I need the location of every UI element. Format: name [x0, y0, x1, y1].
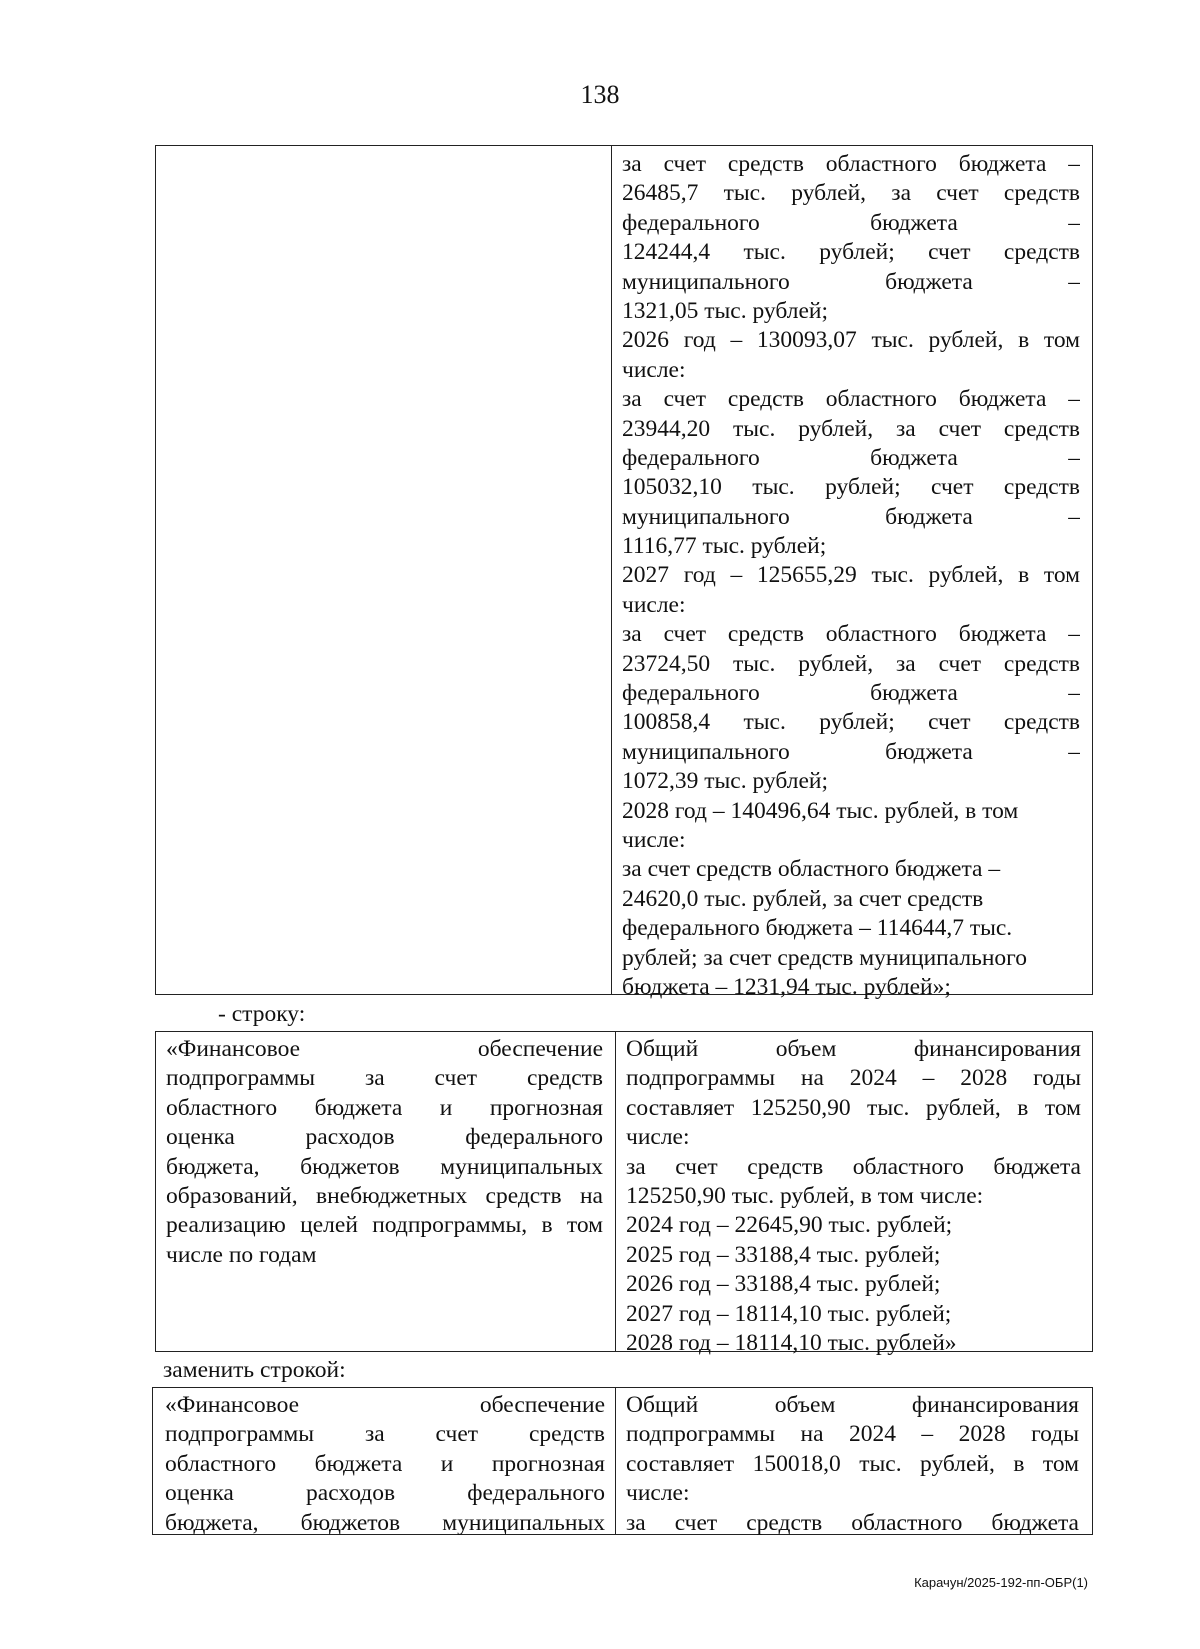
- page-number: 138: [580, 80, 620, 109]
- text-line: 100858,4 тыс. рублей; счет средств: [622, 709, 1080, 736]
- text-line: за счет средств областного бюджета: [626, 1509, 1079, 1536]
- text-line: «Финансовое обеспечение: [165, 1392, 605, 1418]
- text-line: бюджета, бюджетов муниципальных: [166, 1153, 603, 1180]
- text-line: за счет средств областного бюджета: [626, 1153, 1081, 1180]
- text-line: 24620,0 тыс. рублей, за счет средств: [622, 885, 984, 912]
- text-line: числе по годам: [166, 1241, 317, 1268]
- text-line: подпрограммы за счет средств: [166, 1065, 603, 1092]
- text-line: федерального бюджета –: [622, 680, 1080, 707]
- text-line: федерального бюджета –: [622, 444, 1080, 471]
- text-line: 2026 год – 130093,07 тыс. рублей, в том: [622, 327, 1080, 354]
- text-line: 26485,7 тыс. рублей, за счет средств: [622, 180, 1080, 207]
- text-line: федерального бюджета –: [622, 209, 1080, 236]
- text-line: числе:: [626, 1480, 690, 1507]
- text-line: 124244,4 тыс. рублей; счет средств: [622, 239, 1080, 266]
- table-new-row: [152, 1387, 1093, 1535]
- text-line: муниципального бюджета –: [622, 503, 1080, 530]
- text-line: 2025 год – 33188,4 тыс. рублей;: [626, 1241, 941, 1268]
- text-line: Общий объем финансирования: [626, 1036, 1081, 1062]
- column-divider: [611, 146, 612, 994]
- text-line: числе:: [622, 591, 686, 618]
- text-line: подпрограммы за счет средств: [165, 1421, 605, 1448]
- text-line: оценка расходов федерального: [165, 1480, 605, 1507]
- text-line: за счет средств областного бюджета –: [622, 856, 1001, 883]
- text-line: подпрограммы на 2024 – 2028 годы: [626, 1065, 1081, 1092]
- text-line: 1072,39 тыс. рублей;: [622, 768, 829, 795]
- text-line: за счет средств областного бюджета –: [622, 621, 1080, 648]
- text-line: числе:: [626, 1124, 690, 1151]
- instruction-label-replace: заменить строкой:: [163, 1357, 346, 1383]
- text-line: 2027 год – 18114,10 тыс. рублей;: [626, 1300, 952, 1327]
- text-line: 125250,90 тыс. рублей, в том числе:: [626, 1182, 984, 1209]
- text-line: реализацию целей подпрограммы, в том: [166, 1212, 603, 1239]
- text-line: оценка расходов федерального: [166, 1124, 603, 1151]
- text-line: областного бюджета и прогнозная: [165, 1450, 605, 1477]
- text-line: областного бюджета и прогнозная: [166, 1094, 603, 1121]
- text-line: образований, внебюджетных средств на: [166, 1182, 603, 1209]
- text-line: бюджета – 1231,94 тыс. рублей»;: [622, 973, 951, 1000]
- text-line: бюджета, бюджетов муниципальных: [165, 1509, 605, 1536]
- text-line: рублей; за счет средств муниципального: [622, 944, 1027, 971]
- column-divider: [615, 1032, 616, 1351]
- document-footer-code: Карачун/2025-192-пп-ОБР(1): [914, 1575, 1088, 1590]
- text-line: 1321,05 тыс. рублей;: [622, 297, 829, 324]
- text-line: подпрограммы на 2024 – 2028 годы: [626, 1421, 1079, 1448]
- text-line: 2027 год – 125655,29 тыс. рублей, в том: [622, 562, 1080, 589]
- instruction-label-row: - строку:: [218, 1001, 306, 1027]
- text-line: 2028 год – 18114,10 тыс. рублей»: [626, 1329, 957, 1356]
- table1-right-cell: [622, 150, 1080, 1002]
- text-line: муниципального бюджета –: [622, 268, 1080, 295]
- text-line: 105032,10 тыс. рублей; счет средств: [622, 474, 1080, 501]
- text-line: 23724,50 тыс. рублей, за счет средств: [622, 650, 1080, 677]
- text-line: федерального бюджета – 114644,7 тыс.: [622, 915, 1013, 942]
- text-line: за счет средств областного бюджета –: [622, 386, 1080, 413]
- table2-right-cell: [626, 1035, 1081, 1358]
- text-line: 2026 год – 33188,4 тыс. рублей;: [626, 1271, 941, 1298]
- table-continuation: [155, 145, 1093, 1000]
- text-line: за счет средств областного бюджета –: [622, 151, 1080, 177]
- text-line: числе:: [622, 356, 686, 383]
- text-line: «Финансовое обеспечение: [166, 1036, 603, 1062]
- table-old-row: [155, 1031, 1093, 1356]
- text-line: составляет 150018,0 тыс. рублей, в том: [626, 1450, 1079, 1477]
- text-line: муниципального бюджета –: [622, 738, 1080, 765]
- text-line: Общий объем финансирования: [626, 1392, 1079, 1418]
- text-line: 2028 год – 140496,64 тыс. рублей, в том: [622, 797, 1019, 824]
- text-line: 23944,20 тыс. рублей, за счет средств: [622, 415, 1080, 442]
- text-line: составляет 125250,90 тыс. рублей, в том: [626, 1094, 1081, 1121]
- text-line: 2024 год – 22645,90 тыс. рублей;: [626, 1212, 953, 1239]
- table3-left-cell: [165, 1391, 605, 1538]
- table2-left-cell: [166, 1035, 603, 1270]
- text-line: 1116,77 тыс. рублей;: [622, 533, 827, 560]
- column-divider: [615, 1388, 616, 1534]
- table3-right-cell: [626, 1391, 1079, 1538]
- text-line: числе:: [622, 826, 686, 853]
